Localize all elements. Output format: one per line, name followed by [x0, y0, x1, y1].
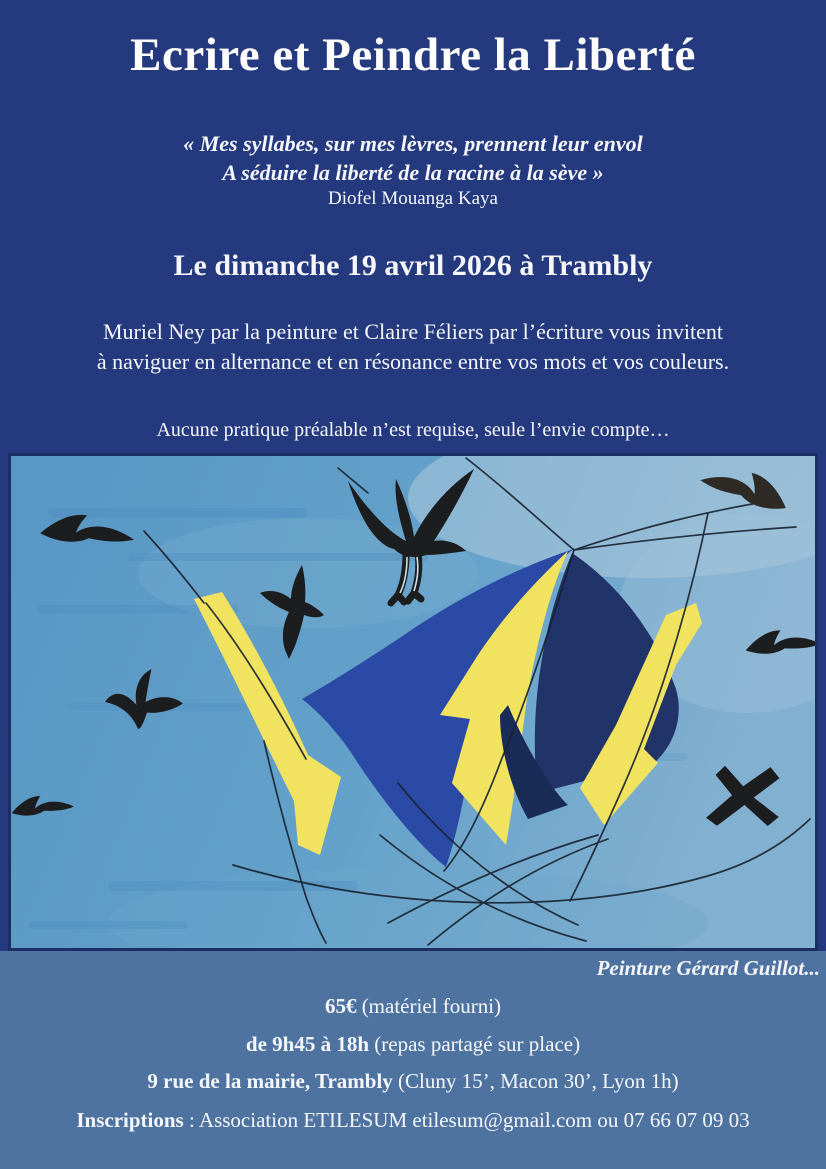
info-band	[0, 951, 826, 1169]
event-date-heading: Le dimanche 19 avril 2026 à Trambly	[173, 249, 653, 282]
address-note: (Cluny 15’, Macon 30’, Lyon 1h)	[392, 1069, 679, 1093]
quote-line-1: « Mes syllabes, sur mes lèvres, prennent leur envol	[183, 131, 643, 156]
inscriptions-contact: : Association ETILESUM etilesum@gmail.com ou 07 66 07 09 03	[183, 1108, 750, 1132]
price-note: (matériel fourni)	[356, 994, 502, 1018]
intro-line-2: à naviguer en alternance et en résonance entre vos mots et vos couleurs.	[96, 349, 730, 374]
painting-credit: Peinture Gérard Guillot...	[596, 956, 820, 980]
quote-author: Diofel Mouanga Kaya	[328, 188, 498, 209]
intro-text	[0, 317, 826, 377]
address-value: 9 rue de la mairie, Trambly	[147, 1069, 393, 1093]
hours-line	[0, 1032, 826, 1057]
inscriptions-line	[0, 1108, 826, 1133]
hours-value: de 9h45 à 18h	[245, 1032, 370, 1056]
painting-image	[8, 453, 818, 951]
quote-line-2: A séduire la liberté de la racine à la sève »	[222, 160, 604, 185]
price-line	[0, 994, 826, 1019]
painting-svg	[8, 453, 818, 951]
hours-note: (repas partagé sur place)	[369, 1032, 581, 1056]
quote-block	[0, 129, 826, 187]
price-amount: 65€	[324, 994, 357, 1018]
poster-title: Ecrire et Peindre la Liberté	[130, 29, 696, 81]
inscriptions-label: Inscriptions	[76, 1108, 184, 1132]
note-text: Aucune pratique préalable n’est requise, seule l’envie compte…	[156, 419, 670, 441]
address-line	[0, 1069, 826, 1094]
intro-line-1: Muriel Ney par la peinture et Claire Féliers par l’écriture vous invitent	[102, 319, 724, 344]
